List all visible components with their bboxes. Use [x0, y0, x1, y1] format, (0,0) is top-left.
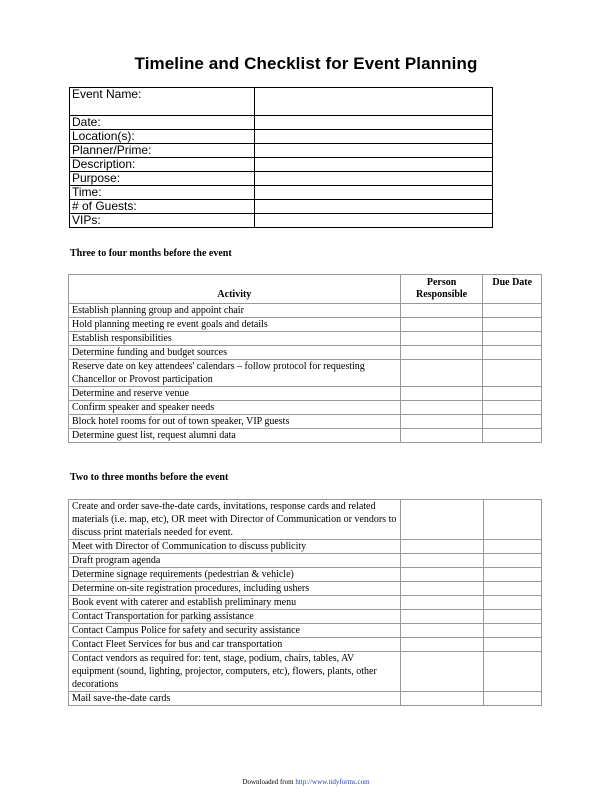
checklist-row	[69, 429, 542, 443]
info-label: Date:	[70, 116, 255, 130]
checklist-row	[69, 610, 542, 624]
footer-link[interactable]: http://www.tidyforms.com	[295, 778, 370, 786]
due-date-cell[interactable]	[483, 387, 542, 401]
info-value-field[interactable]	[255, 116, 493, 130]
checklist-row	[69, 540, 542, 554]
checklist-row	[69, 624, 542, 638]
checklist-row	[69, 318, 542, 332]
checklist-row	[69, 554, 542, 568]
checklist-row	[69, 500, 542, 540]
due-date-cell[interactable]	[483, 318, 542, 332]
activity-cell: Contact Campus Police for safety and security assistance	[69, 624, 401, 638]
info-row	[70, 144, 493, 158]
due-date-cell[interactable]	[483, 692, 541, 706]
due-date-cell[interactable]	[483, 652, 541, 692]
activity-cell: Draft program agenda	[69, 554, 401, 568]
info-value-field[interactable]	[255, 88, 493, 116]
person-cell[interactable]	[400, 332, 483, 346]
checklist-row	[69, 582, 542, 596]
info-label: Purpose:	[70, 172, 255, 186]
info-value-field[interactable]	[255, 200, 493, 214]
due-date-cell[interactable]	[483, 624, 541, 638]
person-cell[interactable]	[400, 360, 483, 387]
info-label: Description:	[70, 158, 255, 172]
info-row	[70, 130, 493, 144]
person-cell[interactable]	[401, 568, 483, 582]
footer	[0, 778, 612, 786]
info-row	[70, 200, 493, 214]
column-header-person-responsible: Person Responsible	[400, 275, 483, 304]
due-date-cell[interactable]	[483, 401, 542, 415]
activity-cell: Determine signage requirements (pedestrian & vehicle)	[69, 568, 401, 582]
activity-cell: Establish planning group and appoint chair	[69, 304, 401, 318]
person-cell[interactable]	[401, 692, 483, 706]
checklist-row	[69, 652, 542, 692]
activity-cell: Book event with caterer and establish preliminary menu	[69, 596, 401, 610]
activity-cell: Mail save-the-date cards	[69, 692, 401, 706]
column-header-activity: Activity	[69, 275, 401, 304]
activity-cell: Contact Fleet Services for bus and car transportation	[69, 638, 401, 652]
person-cell[interactable]	[401, 582, 483, 596]
due-date-cell[interactable]	[483, 568, 541, 582]
due-date-cell[interactable]	[483, 332, 542, 346]
info-row	[70, 214, 493, 228]
person-cell[interactable]	[401, 652, 483, 692]
due-date-cell[interactable]	[483, 360, 542, 387]
person-cell[interactable]	[400, 401, 483, 415]
person-cell[interactable]	[401, 554, 483, 568]
info-value-field[interactable]	[255, 158, 493, 172]
due-date-cell[interactable]	[483, 638, 541, 652]
activity-cell: Hold planning meeting re event goals and details	[69, 318, 401, 332]
activity-cell: Determine guest list, request alumni data	[69, 429, 401, 443]
due-date-cell[interactable]	[483, 346, 542, 360]
checklist-row	[69, 304, 542, 318]
activity-cell: Confirm speaker and speaker needs	[69, 401, 401, 415]
info-label: Planner/Prime:	[70, 144, 255, 158]
due-date-cell[interactable]	[483, 554, 541, 568]
checklist-header-row	[69, 275, 542, 304]
info-label: Location(s):	[70, 130, 255, 144]
column-header-due-date: Due Date	[483, 275, 542, 304]
activity-cell: Determine on-site registration procedures, including ushers	[69, 582, 401, 596]
info-row	[70, 172, 493, 186]
checklist-row	[69, 692, 542, 706]
info-label: Event Name:	[70, 88, 255, 116]
info-value-field[interactable]	[255, 186, 493, 200]
due-date-cell[interactable]	[483, 415, 542, 429]
activity-cell: Determine and reserve venue	[69, 387, 401, 401]
activity-cell: Determine funding and budget sources	[69, 346, 401, 360]
info-label: VIPs:	[70, 214, 255, 228]
person-cell[interactable]	[401, 624, 483, 638]
person-cell[interactable]	[401, 596, 483, 610]
activity-cell: Block hotel rooms for out of town speaker, VIP guests	[69, 415, 401, 429]
info-value-field[interactable]	[255, 130, 493, 144]
footer-prefix: Downloaded from	[242, 778, 296, 786]
person-cell[interactable]	[400, 346, 483, 360]
due-date-cell[interactable]	[483, 610, 541, 624]
checklist-row	[69, 387, 542, 401]
checklist-row	[69, 332, 542, 346]
person-cell[interactable]	[401, 500, 483, 540]
info-row	[70, 186, 493, 200]
due-date-cell[interactable]	[483, 582, 541, 596]
person-cell[interactable]	[400, 415, 483, 429]
activity-cell: Contact Transportation for parking assistance	[69, 610, 401, 624]
checklist-row	[69, 401, 542, 415]
due-date-cell[interactable]	[483, 500, 541, 540]
event-info-table	[69, 87, 493, 228]
checklist-row	[69, 596, 542, 610]
checklist-row	[69, 415, 542, 429]
person-cell[interactable]	[401, 638, 483, 652]
checklist-row	[69, 360, 542, 387]
person-cell[interactable]	[401, 540, 483, 554]
checklist-row	[69, 346, 542, 360]
checklist-table-2-3-months	[68, 499, 542, 706]
info-label: # of Guests:	[70, 200, 255, 214]
info-row	[70, 116, 493, 130]
checklist-row	[69, 638, 542, 652]
activity-cell: Meet with Director of Communication to discuss publicity	[69, 540, 401, 554]
section-heading-2-3-months: Two to three months before the event	[70, 472, 229, 483]
person-cell[interactable]	[400, 318, 483, 332]
checklist-row	[69, 568, 542, 582]
activity-cell: Establish responsibilities	[69, 332, 401, 346]
info-value-field[interactable]	[255, 172, 493, 186]
section-heading-3-4-months: Three to four months before the event	[70, 248, 232, 259]
person-cell[interactable]	[400, 387, 483, 401]
info-label: Time:	[70, 186, 255, 200]
activity-cell: Create and order save-the-date cards, invitations, response cards and related materials (i.e. map, etc), OR meet with Director of Communication or vendors to discuss print materials needed for event.	[69, 500, 401, 540]
checklist-table-3-4-months	[68, 274, 542, 443]
due-date-cell[interactable]	[483, 304, 542, 318]
page-title: Timeline and Checklist for Event Planning	[134, 54, 478, 73]
info-value-field[interactable]	[255, 214, 493, 228]
due-date-cell[interactable]	[483, 540, 541, 554]
info-value-field[interactable]	[255, 144, 493, 158]
info-row	[70, 88, 493, 116]
person-cell[interactable]	[400, 429, 483, 443]
person-cell[interactable]	[401, 610, 483, 624]
due-date-cell[interactable]	[483, 429, 542, 443]
activity-cell: Contact vendors as required for: tent, stage, podium, chairs, tables, AV equipment (sound, lighting, projector, computers, etc), flowers, plants, other decorations	[69, 652, 401, 692]
due-date-cell[interactable]	[483, 596, 541, 610]
info-row	[70, 158, 493, 172]
activity-cell: Reserve date on key attendees' calendars – follow protocol for requesting Chancellor or Provost participation	[69, 360, 401, 387]
person-cell[interactable]	[400, 304, 483, 318]
